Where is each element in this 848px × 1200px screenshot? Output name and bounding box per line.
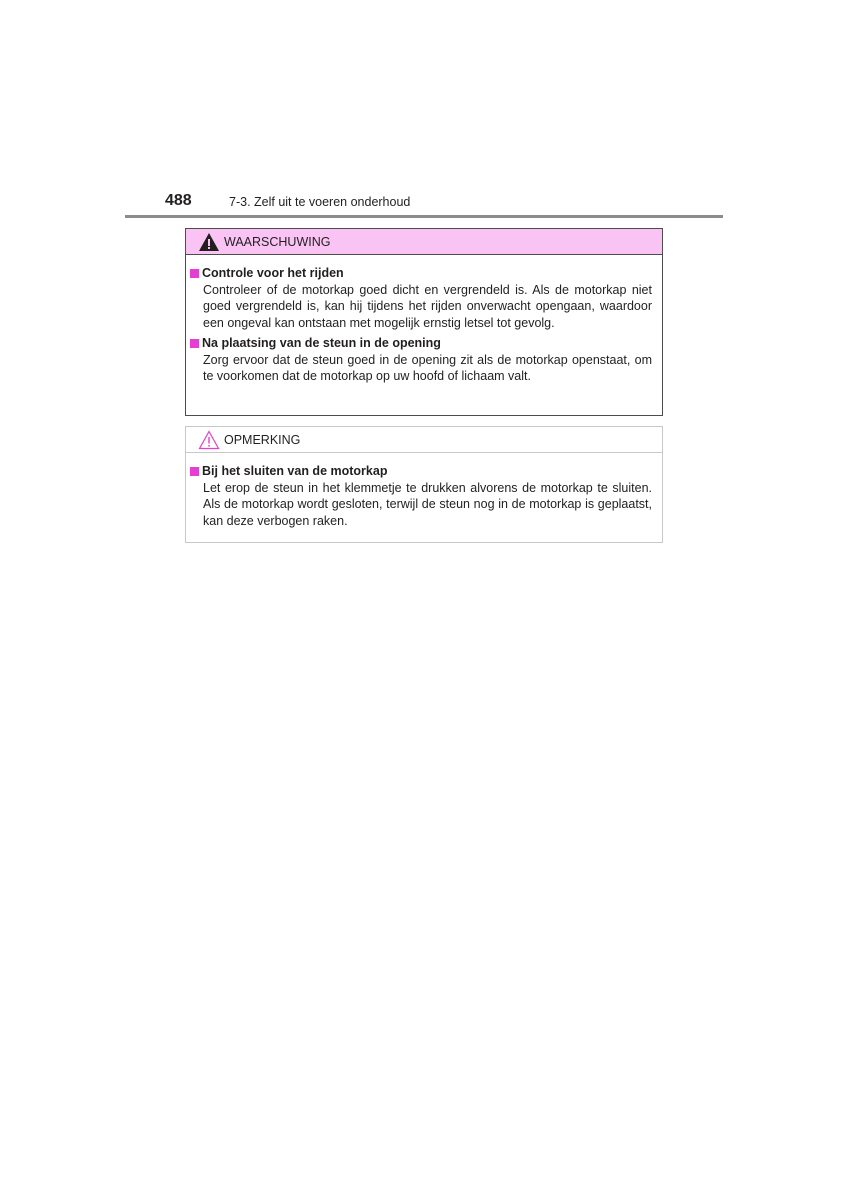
- square-bullet-icon: [190, 269, 199, 278]
- warning-box: [185, 228, 663, 416]
- warning-body: [186, 255, 662, 385]
- caution-triangle-outline-icon: [198, 430, 220, 450]
- warning-item-text: Controleer of de motorkap goed dicht en vergrendeld is. Als de motorkap niet goed vergrendeld is, kan hij tijdens het rijden onverwacht opengaan, waardoor een ongeval kan ontstaan met mogelijk ernstig letsel tot gevolg.: [203, 282, 652, 330]
- warning-header: [186, 229, 662, 255]
- warning-item-title: Na plaatsing van de steun in de opening: [202, 336, 441, 350]
- warning-triangle-icon: [198, 232, 220, 252]
- header-rule: [125, 215, 723, 218]
- square-bullet-icon: [190, 339, 199, 348]
- notice-body: [186, 453, 662, 529]
- page-header: [125, 190, 723, 218]
- square-bullet-icon: [190, 467, 199, 476]
- notice-header: [186, 427, 662, 453]
- warning-item-title: Controle voor het rijden: [202, 266, 344, 280]
- notice-item-title: Bij het sluiten van de motorkap: [202, 464, 388, 478]
- notice-item-text: Let erop de steun in het klemmetje te drukken alvorens de motorkap te sluiten. Als de motorkap wordt gesloten, terwijl de steun nog in de motorkap is geplaatst, kan deze verbogen raken.: [203, 480, 652, 528]
- notice-box: [185, 426, 663, 543]
- warning-item-text: Zorg ervoor dat de steun goed in de opening zit als de motorkap openstaat, om te voorkomen dat de motorkap op uw hoofd of lichaam valt.: [203, 352, 652, 383]
- notice-item: [190, 463, 652, 529]
- page-number: 488: [165, 192, 192, 209]
- warning-item: [190, 335, 652, 385]
- section-title: 7-3. Zelf uit te voeren onderhoud: [229, 195, 411, 209]
- warning-item: [190, 265, 652, 331]
- warning-label: WAARSCHUWING: [224, 234, 331, 249]
- notice-label: OPMERKING: [224, 432, 301, 447]
